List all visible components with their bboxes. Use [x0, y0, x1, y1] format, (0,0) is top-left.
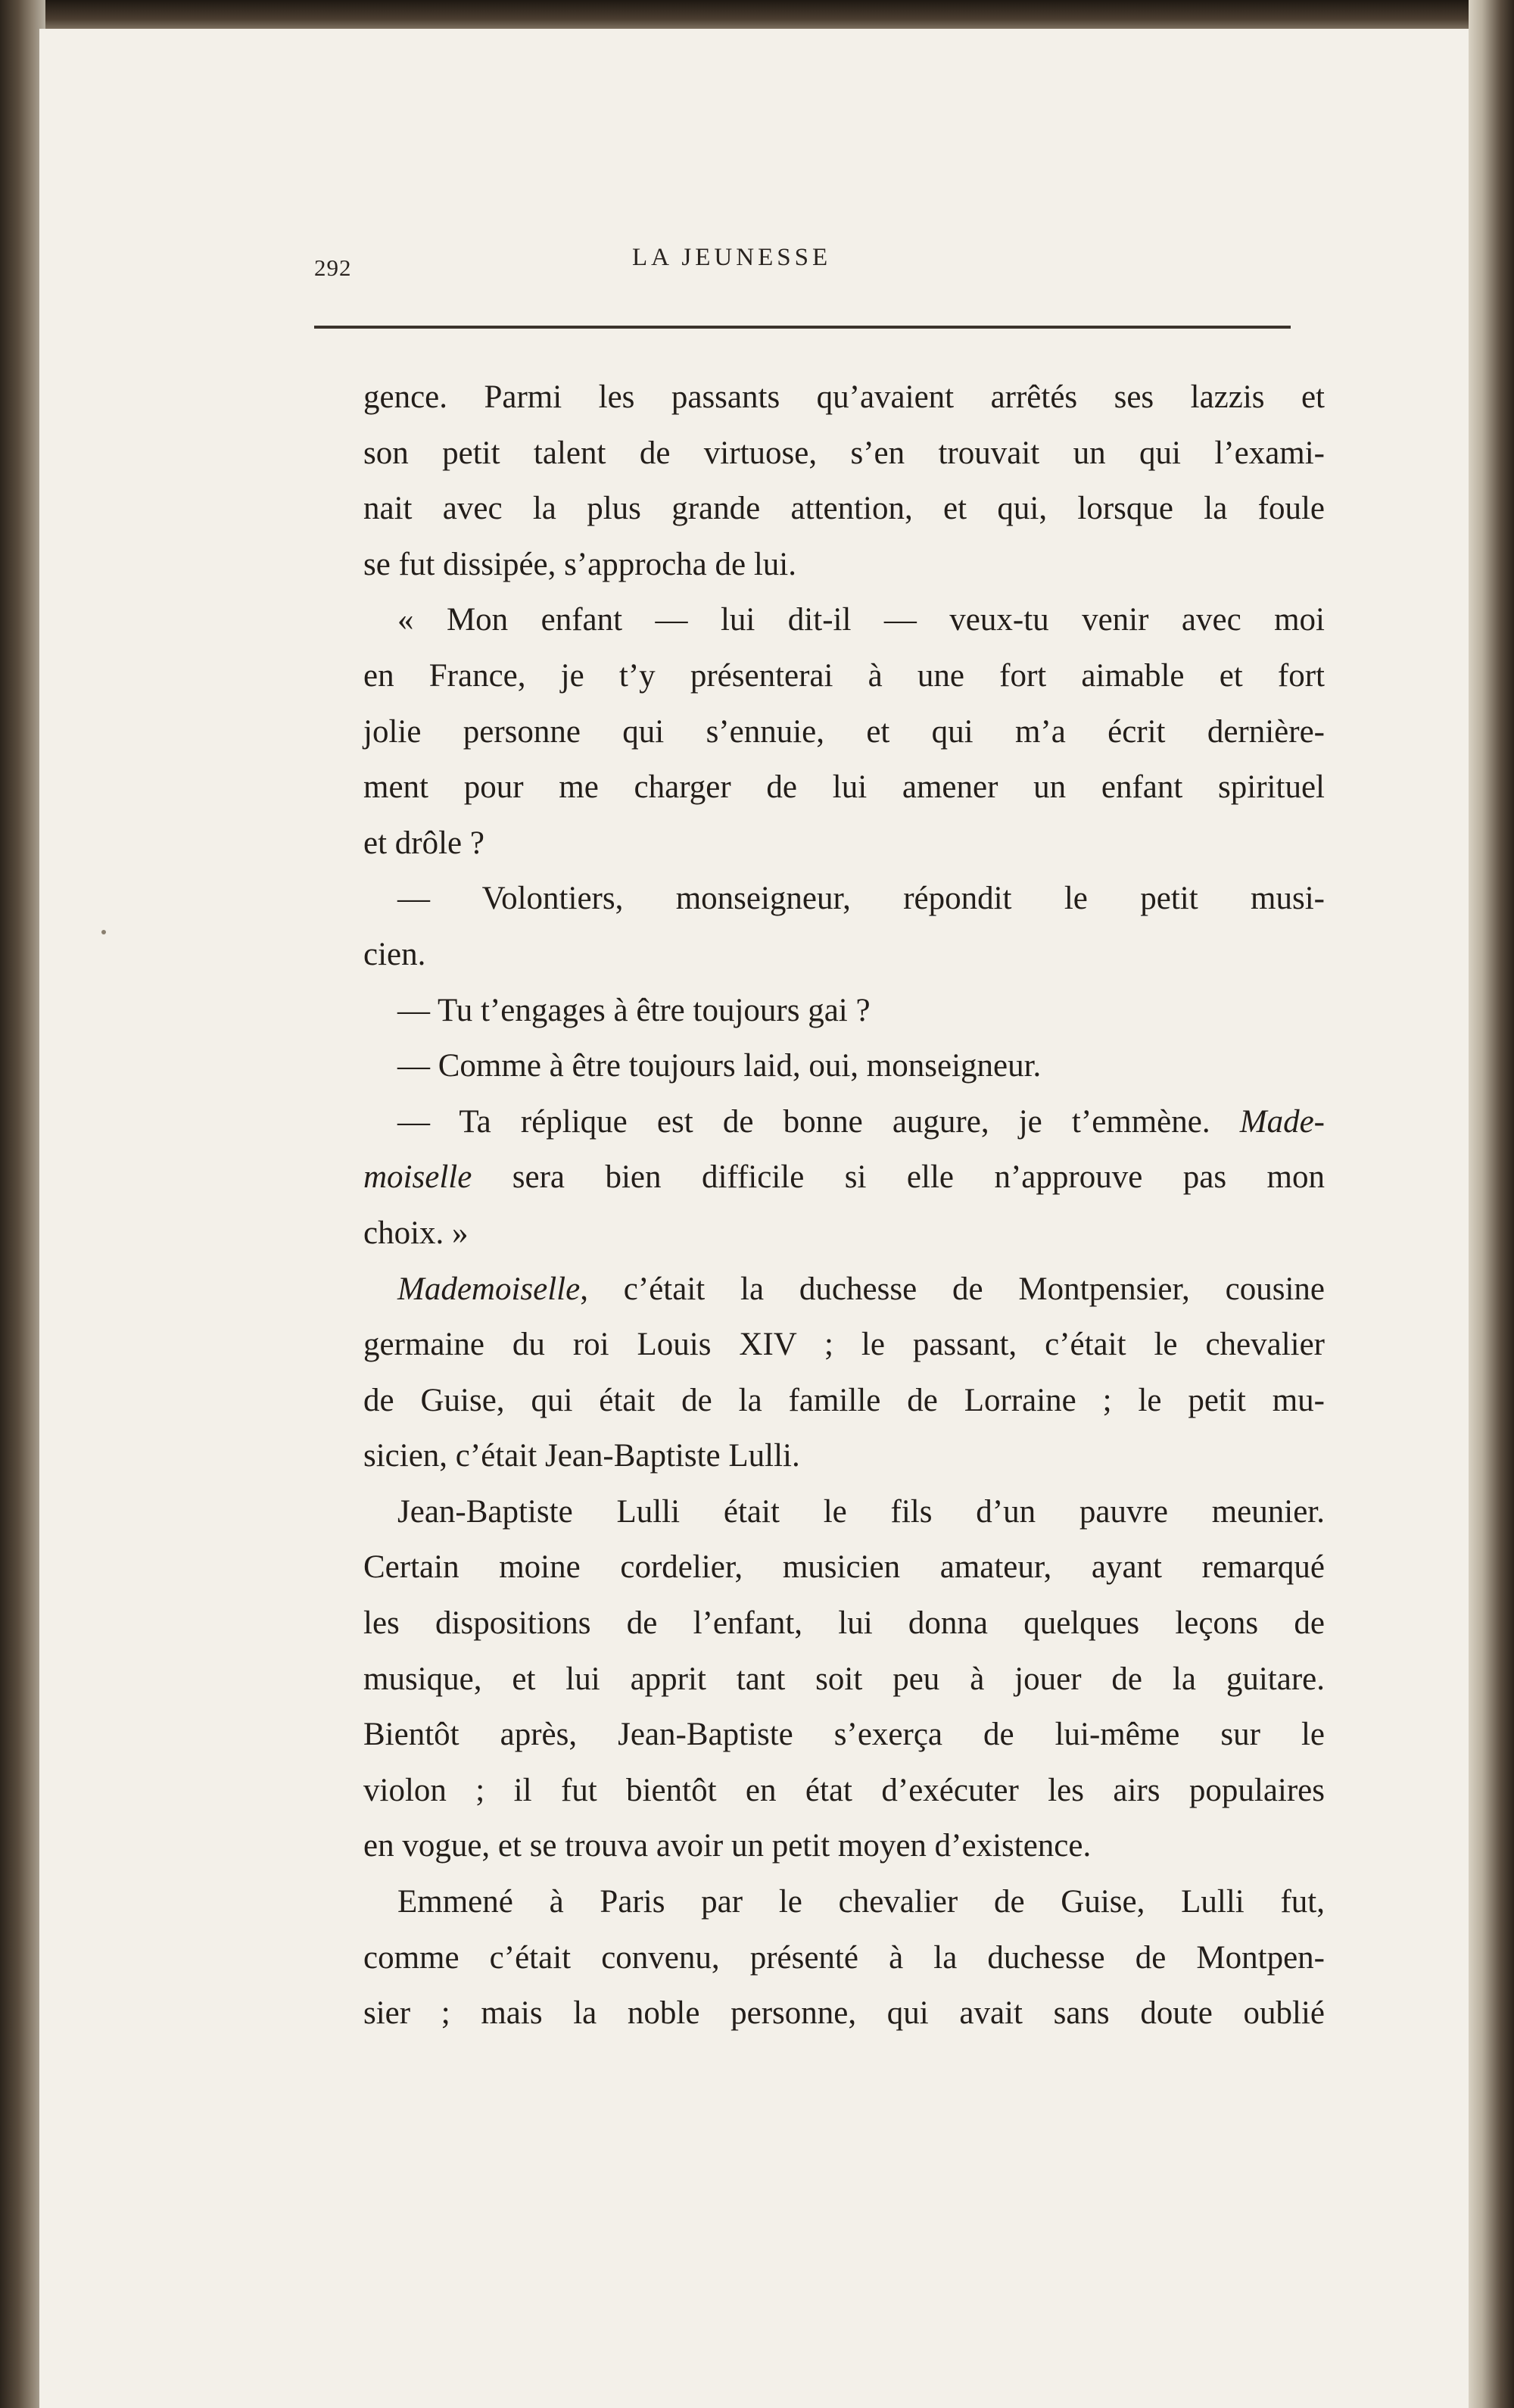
text-line [363, 481, 1325, 537]
text-segment: sera bien difficile si elle n’approuve pas mon [472, 1159, 1325, 1196]
text-line [363, 1262, 1325, 1318]
text-segment: jolie personne qui s’ennuie, et qui m’a écrit dernière- [363, 713, 1325, 750]
header-rule [314, 326, 1291, 329]
text-line [363, 983, 1325, 1039]
text-line [363, 592, 1325, 648]
text-segment: — Tu t’engages à être toujours gai ? [397, 992, 871, 1028]
text-segment: son petit talent de virtuose, s’en trouvait un qui l’exami- [363, 435, 1325, 471]
text-segment: se fut dissipée, s’approcha de lui. [363, 546, 796, 582]
text-line [363, 1707, 1325, 1763]
text-segment: sicien, c’était Jean-Baptiste Lulli. [363, 1438, 800, 1474]
text-segment: — Comme à être toujours laid, oui, monseigneur. [397, 1048, 1042, 1084]
text-line [363, 1763, 1325, 1819]
text-segment: Certain moine cordelier, musicien amateur, ayant remarqué [363, 1549, 1325, 1586]
text-segment: et drôle ? [363, 825, 484, 861]
text-segment: cien. [363, 936, 426, 972]
text-line [363, 1484, 1325, 1540]
text-segment: violon ; il fut bientôt en état d’exécuter les airs populaires [363, 1772, 1325, 1808]
running-head: LA JEUNESSE [632, 244, 832, 271]
text-line [363, 1094, 1325, 1150]
text-segment: sier ; mais la noble personne, qui avait sans doute oublié [363, 1995, 1325, 2032]
text-segment: gence. Parmi les passants qu’avaient arrêtés ses lazzis et [363, 379, 1325, 415]
italic-text: moiselle [363, 1159, 472, 1196]
text-line [363, 704, 1325, 760]
text-segment: — Volontiers, monseigneur, répondit le petit musi- [397, 881, 1325, 917]
text-segment: Jean-Baptiste Lulli était le fils d’un pauvre meunier. [397, 1493, 1325, 1530]
page-header [314, 244, 1291, 289]
text-segment: Bientôt après, Jean-Baptiste s’exerça de lui-même sur le [363, 1717, 1325, 1753]
paper-speck [101, 930, 106, 934]
italic-text: Made- [1239, 1103, 1325, 1140]
text-line [363, 1149, 1325, 1206]
text-line [363, 1539, 1325, 1595]
text-line [363, 648, 1325, 704]
text-segment: en France, je t’y présenterai à une fort aimable et fort [363, 657, 1325, 694]
text-segment: ment pour me charger de lui amener un enfant spirituel [363, 769, 1325, 806]
text-line [363, 927, 1325, 983]
text-line [363, 1874, 1325, 1930]
text-line [363, 816, 1325, 872]
text-line [363, 426, 1325, 482]
text-line [363, 1652, 1325, 1708]
text-line [363, 1038, 1325, 1094]
text-line [363, 871, 1325, 927]
book-top-edge [0, 0, 1514, 32]
text-segment: — Ta réplique est de bonne augure, je t’emmène. [397, 1103, 1240, 1140]
text-segment: « Mon enfant — lui dit-il — veux-tu venir avec moi [397, 602, 1325, 638]
text-segment: en vogue, et se trouva avoir un petit moyen d’existence. [363, 1828, 1092, 1864]
text-line [363, 1317, 1325, 1373]
text-line [363, 370, 1325, 426]
text-line [363, 1930, 1325, 1986]
text-segment: Emmené à Paris par le chevalier de Guise, Lulli fut, [397, 1884, 1325, 1920]
text-line [363, 537, 1325, 593]
text-line [363, 1985, 1325, 2041]
text-line [363, 760, 1325, 816]
text-segment: choix. » [363, 1215, 469, 1251]
book-binding [0, 0, 45, 2408]
book-right-edge [1469, 0, 1514, 2408]
text-segment: musique, et lui apprit tant soit peu à jouer de la guitare. [363, 1661, 1325, 1697]
text-segment: nait avec la plus grande attention, et qui, lorsque la foule [363, 491, 1325, 527]
text-line [363, 1818, 1325, 1874]
text-line [363, 1373, 1325, 1429]
text-line [363, 1595, 1325, 1652]
text-segment: de Guise, qui était de la famille de Lorraine ; le petit mu- [363, 1382, 1325, 1418]
text-segment: germaine du roi Louis XIV ; le passant, c’était le chevalier [363, 1327, 1325, 1363]
text-segment: les dispositions de l’enfant, lui donna quelques leçons de [363, 1605, 1325, 1642]
page-number: 292 [314, 254, 352, 281]
italic-text: Mademoiselle [397, 1271, 581, 1307]
text-segment: , c’était la duchesse de Montpensier, cousine [580, 1271, 1325, 1307]
text-line [363, 1428, 1325, 1484]
text-line [363, 1206, 1325, 1262]
body-text [363, 370, 1325, 2041]
text-segment: comme c’était convenu, présenté à la duchesse de Montpen- [363, 1939, 1325, 1976]
